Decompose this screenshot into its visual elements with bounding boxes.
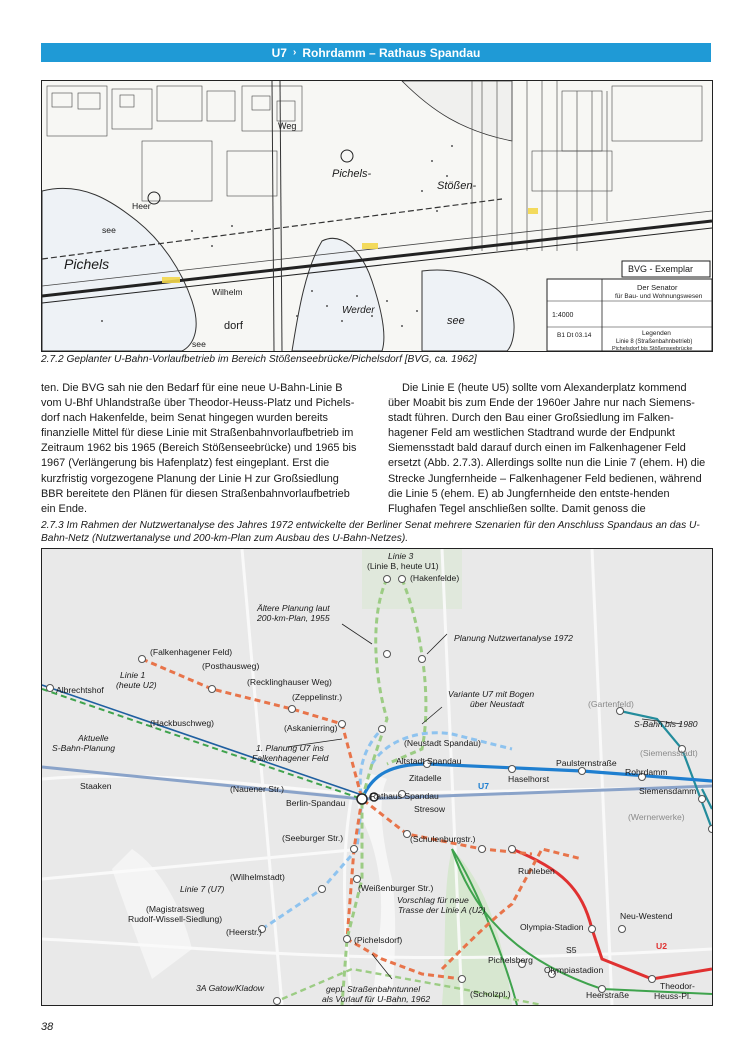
plan-senator-2: für Bau- und Wohnungswesen [615, 293, 703, 300]
map-label-aeltere-2: 200-km-Plan, 1955 [257, 613, 330, 623]
map-label-wilhelmstadt: (Wilhelmstadt) [230, 872, 285, 882]
map-label-siemensstadt: (Siemensstadt) [640, 748, 698, 758]
map-label-s5: S5 [566, 945, 577, 955]
map-label-hackbusch: (Hackbuschweg) [150, 718, 214, 728]
map-label-staaken: Staaken [80, 781, 112, 791]
plan-label-weg: Weg [278, 121, 297, 131]
map-label-neustadt: (Neustadt Spandau) [404, 738, 481, 748]
map-label-linieB: (Linie B, heute U1) [367, 561, 439, 571]
plan-label-see-3: see [447, 315, 465, 327]
map-label-weissenburger: (Weißenburger Str.) [358, 883, 434, 893]
plan-stamp: BVG - Exemplar [628, 264, 694, 274]
map-label-vorschlag-1: Vorschlag für neue [397, 895, 469, 905]
map-label-heerstrasse: Heerstraße [586, 990, 629, 1000]
paragraph-right: Die Linie E (heute U5) sollte vom Alexanderplatz kommend über Moabit bis zum Ende der 1960er Jahre nur nach Siemens-stadt führen. Durch den Bau einer Großsiedlung im Falken-hagener Feld am westlichen Stadtrand wurde der Endpunkt Siemensstadt bald darauf durch einen im Falkenhagener Feld ersetzt (Abb. 2.7.3). Allerdings sollte nun die Linie 7 (ehem. H) die Strecke Jungfernheide – Falkenhagener Feld bedienen, während die Linie 5 (ehem. E) ab Jungfernheide den entste-henden Flughafen Tegel anschließen sollte. Damit genoss die [388, 382, 706, 515]
map-label-scholz: (Scholzpl.) [470, 989, 511, 999]
map-label-rohrdamm: Rohrdamm [625, 767, 668, 777]
map-label-aktuelle-2: S-Bahn-Planung [52, 743, 116, 753]
map-label-askanier: (Askanierring) [284, 723, 338, 733]
map-label-linie3: Linie 3 [388, 551, 414, 561]
map-label-olympiastadion: Olympiastadion [544, 965, 604, 975]
plan-label-heer: Heer [132, 201, 151, 211]
map-label-u2: U2 [656, 941, 667, 951]
line-label: U7 [271, 45, 287, 60]
plan-legend-3: Pichelsdorf bis Stößenseebrücke [612, 346, 693, 352]
historic-plan-drawing [42, 81, 712, 351]
chapter-header-bar [41, 43, 711, 62]
map-label-recklinghauser: (Recklinghauser Weg) [247, 677, 332, 687]
map-label-ruhleben: Ruhleben [518, 866, 555, 876]
page-number: 38 [41, 1021, 54, 1033]
body-column-left [41, 381, 364, 517]
plan-label-pichelsdorf: Pichels [64, 256, 110, 272]
map-label-neu-westend: Neu-Westend [620, 911, 673, 921]
map-label-pichelsdorf: (Pichelsdorf) [354, 935, 403, 945]
map-label-u7: U7 [478, 781, 489, 791]
chevron-right-icon: › [292, 47, 297, 58]
map-label-posthausweg: (Posthausweg) [202, 661, 260, 671]
map-label-hakenfelde: (Hakenfelde) [410, 573, 460, 583]
plan-label-stossen: Stößen- [437, 180, 477, 192]
historic-plan-figure [41, 80, 713, 352]
map-label-altstadt: Altstadt Spandau [396, 756, 462, 766]
paragraph-left: ten. Die BVG sah nie den Bedarf für eine neue U-Bahn-Linie B vom U-Bhf Uhlandstraße über Theodor-Heuss-Platz und Pichels-dorf nach Hakenfelde, beim Senat hingegen wurden bereits finanzielle Mittel für diese Linie mit Straßenbahnvorlaufbetrieb im Zeitraum 1962 bis 1965 (Bereich Stößenseebrücke) und 1965 bis 1967 (Verlängerung bis Hafenplatz) fest eingeplant. Erst die kurzfristig vorgezogene Planung der Linie H zur Großsiedlung BBR bereitete den Plänen für diesen Straßenbahnvorlaufbetrieb ein Ende. [41, 382, 357, 515]
map-label-aktuelle-1: Aktuelle [78, 733, 109, 743]
plan-label-pichels: Pichels- [332, 168, 372, 180]
map-label-theodor-1: Theodor- [660, 981, 695, 991]
body-column-right [388, 381, 711, 517]
map-label-rudolf: Rudolf-Wissell-Siedlung) [128, 914, 223, 924]
map-label-planung1-2: Falkenhagener Feld [252, 753, 329, 763]
map-label-nutzwert: Planung Nutzwertanalyse 1972 [454, 633, 573, 643]
map-label-gepl-2: als Vorlauf für U-Bahn, 1962 [322, 994, 431, 1004]
map-label-variante-1: Variante U7 mit Bogen [448, 689, 535, 699]
plan-label-dorf: dorf [224, 320, 243, 332]
plan-legend-2: Linie 8 (Straßenbahnbetrieb) [616, 339, 693, 345]
map-label-linie7: Linie 7 (U7) [180, 884, 225, 894]
map-label-olympia-stadion: Olympia-Stadion [520, 922, 584, 932]
map-label-zeppelin: (Zeppelinstr.) [292, 692, 343, 702]
map-label-wernerwerke: (Wernerwerke) [628, 812, 685, 822]
map-label-variante-2: über Neustadt [470, 699, 524, 709]
plan-label-werder: Werder [342, 305, 375, 316]
map-label-gatow: 3A Gatow/Kladow [196, 983, 264, 993]
map-label-planung1-1: 1. Planung U7 ins [256, 743, 324, 753]
map-label-theodor-2: Heuss-Pl. [654, 991, 692, 1001]
network-scenario-map [41, 548, 713, 1006]
plan-legend-1: Legenden [642, 330, 671, 337]
plan-scale: 1:4000 [552, 312, 574, 319]
map-label-magistrats: (Magistratsweg [146, 904, 205, 914]
map-label-pichelsberg: Pichelsberg [488, 955, 533, 965]
map-label-nauener: (Nauener Str.) [230, 784, 284, 794]
map-label-siemensdamm: Siemensdamm [639, 786, 697, 796]
plan-label-see-2: see [192, 339, 206, 349]
plan-label-see: see [102, 225, 116, 235]
map-label-aeltere-1: Ältere Planung laut [257, 603, 330, 613]
figure-caption-2-7-2: 2.7.2 Geplanter U-Bahn-Vorlaufbetrieb im Bereich Stößenseebrücke/Pichelsdorf [BVG, ca. 1962] [41, 354, 477, 365]
map-label-zitadelle: Zitadelle [409, 773, 442, 783]
map-label-schulenburg: (Schulenburgstr.) [410, 834, 476, 844]
body-text-columns [41, 381, 711, 517]
map-label-berlin-spandau: Berlin-Spandau [286, 798, 346, 808]
map-label-sbahn1980: S-Bahn bis 1980 [634, 719, 698, 729]
map-label-vorschlag-2: Trasse der Linie A (U2) [398, 905, 486, 915]
map-label-albrechtshof: Albrechtshof [56, 685, 104, 695]
map-label-gepl-1: gepl. Straßenbahntunnel [326, 984, 421, 994]
map-label-rathaus: Rathaus Spandau [370, 791, 439, 801]
map-label-falkenhagener: (Falkenhagener Feld) [150, 647, 233, 657]
map-label-stresow: Stresow [414, 804, 446, 814]
map-label-gartenfeld: (Gartenfeld) [588, 699, 634, 709]
plan-label-wilhelm: Wilhelm [212, 287, 243, 297]
map-label-haselhorst: Haselhorst [508, 774, 550, 784]
map-label-heerstr: (Heerstr.) [226, 927, 262, 937]
map-label-heute-u2: (heute U2) [116, 680, 157, 690]
map-label-paulstern: Paulsternstraße [556, 758, 617, 768]
map-label-linie1: Linie 1 [120, 670, 146, 680]
map-label-seeburger: (Seeburger Str.) [282, 833, 344, 843]
figure-caption-2-7-3: 2.7.3 Im Rahmen der Nutzwertanalyse des Jahres 1972 entwickelte der Berliner Senat mehrere Szenarien für den Anschluss Spandaus an das U-Bahn-Netz (Nutzwertanalyse und 200-km-Plan zum Ausbau des U-Bahn-Netzes). [41, 520, 700, 544]
plan-date: B1 Dt 03.14 [557, 332, 592, 339]
route-label: Rohrdamm – Rathaus Spandau [302, 45, 481, 60]
plan-senator: Der Senator [637, 283, 678, 292]
